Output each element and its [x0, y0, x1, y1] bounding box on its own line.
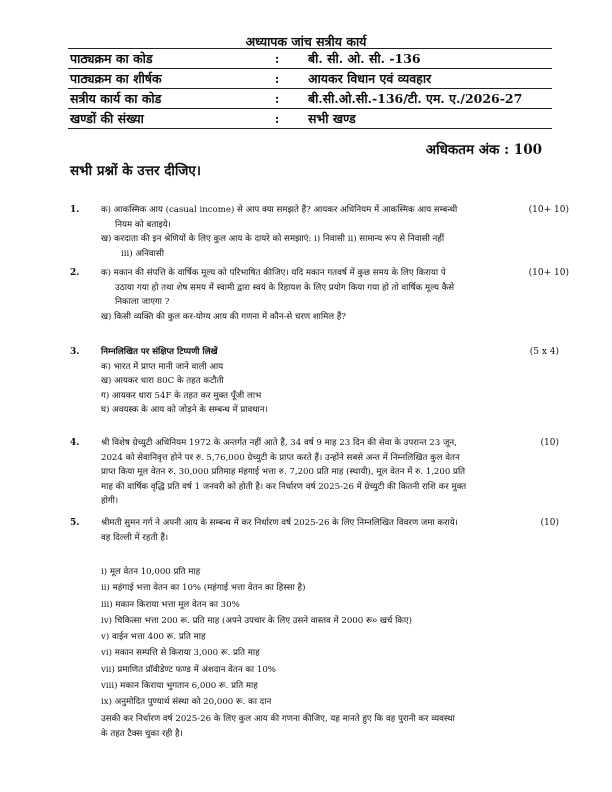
question-line: घ) अवयस्क के आय को जोड़ने के सम्बन्ध में प्रावधान।	[101, 405, 268, 415]
question-line: ख) किसी व्यक्ति की कुल कर-योग्य आय की गणना में कौन-से चरण शामिल हैं?	[101, 311, 346, 322]
question-heading: निम्नलिखित पर संक्षिप्त टिप्पणी लिखें	[101, 347, 218, 357]
info-row-blocks	[68, 109, 552, 129]
question-number: 3.	[70, 347, 80, 357]
question-body	[101, 266, 501, 324]
question-5-items	[101, 564, 541, 711]
info-value: बी. सी. ओ. सी. -136	[306, 49, 552, 69]
info-colon: :	[248, 109, 306, 129]
question-line: ख) करदाता की इन श्रेणियों के लिए कुल आय के दायरे को समझाएं: i) निवासी ii) सामान्य रूप से निवासी नहीं	[101, 234, 445, 244]
question-line: श्री विशेष ग्रेच्युटी अधिनियम 1972 के अन्तर्गत नहीं आते हैं, 34 वर्ष 9 माह 23 दिन की सेवा के उपरान्त 23 जून,	[101, 438, 457, 448]
list-item: v) वाईन भत्ता 400 रू. प्रति माह	[101, 632, 206, 643]
question-line: क) भारत में प्राप्त मानी जाने वाली आय	[101, 361, 224, 372]
list-item: viii) मकान किराया भुगतान 6,000 रू. प्रति माह	[101, 681, 258, 692]
question-marks: (10)	[540, 438, 559, 448]
info-label: पाठ्यक्रम का कोड	[68, 49, 248, 69]
question-marks: (10)	[540, 518, 559, 528]
question-line: माह की वार्षिक वृद्धि प्रति वर्ष 1 जनवरी को होती है। कर निर्धारण वर्ष 2025-26 में ग्रेच्युटी की कितनी राशि कर मुक्त	[101, 481, 467, 492]
question-line: निकाला जाएगा ?	[115, 297, 170, 307]
question-line: ख) आयकर धारा 80C के तहत कटौती	[101, 376, 224, 386]
question-line: के तहत टैक्स चुका रही है।	[101, 728, 183, 739]
question-5-closing	[101, 712, 541, 741]
question-line: उसकी कर निर्धारण वर्ष 2025-26 के लिए कुल आय की गणना कीजिए, यह मानते हुए कि वह पुरानी कर व्यवस्था	[101, 714, 455, 724]
question-number: 2.	[70, 268, 80, 278]
info-row-course-code	[68, 49, 552, 69]
list-item: ix) अनुमोदित पुण्यार्थ संस्था को 20,000 रू. का दान	[101, 697, 272, 708]
question-line: नियम को बताइये।	[115, 219, 171, 230]
question-line: 2024 को सेवानिवृत्त होने पर रु. 5,76,000 ग्रेच्युटी के प्राप्त करते हैं। उन्होंने सबसे अन्त में निम्नलिखित कुल वेतन	[101, 452, 460, 463]
document-title: अध्यापक जांच सत्रीय कार्य	[245, 34, 367, 49]
question-marks: (10+ 10)	[528, 268, 569, 278]
info-colon: :	[248, 49, 306, 69]
list-item: iii) मकान किराया भत्ता मूल वेतन का 30%	[101, 599, 240, 610]
question-line: ग) आयकर धारा 54F के तहत कर मुक्त पूँजी लाभ	[101, 390, 262, 401]
question-marks: (5 x 4)	[529, 347, 559, 357]
info-row-course-title	[68, 69, 552, 89]
question-line: iii) अनिवासी	[121, 248, 164, 259]
info-row-assignment-code	[68, 89, 552, 109]
list-item: i) मूल वेतन 10,000 प्रति माह	[101, 567, 201, 577]
info-value: आयकर विधान एवं व्यवहार	[306, 69, 552, 89]
question-marks: (10+ 10)	[528, 205, 569, 215]
question-number: 1.	[70, 205, 80, 215]
instruction: सभी प्रश्नों के उत्तर दीजिए।	[70, 163, 202, 179]
question-line: होगी।	[101, 496, 119, 506]
question-line: क) मकान की संपत्ति के वार्षिक मूल्य को परिभाषित कीजिए। यदि मकान गतवर्ष में कुछ समय के लिए किराया पे	[101, 268, 446, 278]
info-colon: :	[248, 69, 306, 89]
question-line: श्रीमती सुमन गर्ग ने अपनी आय के सम्बन्ध में कर निर्धारण वर्ष 2025-26 के लिए निम्नलिखित विवरण जमा कराये।	[101, 518, 458, 528]
question-body	[101, 516, 521, 545]
list-item: vi) मकान सम्पत्ति से किराया 3,000 रू. प्रति माह	[101, 648, 260, 659]
question-line: उठाया गया हो तथा शेष समय में स्वामी द्वारा स्वयं के रिहायश के लिए प्रयोग किया गया हो तो वार्षिक मूल्य कैसे	[115, 282, 455, 293]
question-line: क) आकस्मिक आय (casual income) से आप क्या समझते हैं? आयकर अधिनियम में आकस्मिक आय सम्बन्धी	[101, 205, 458, 215]
question-line: प्राप्त किया मूल वेतन रु. 30,000 प्रतिमाह मंहगाई भत्ता रु. 7,200 प्रति माह (स्थायी), मूल वेतन में रु. 1,200 प्रति	[101, 467, 466, 477]
question-line: वह दिल्ली में रहती हैं।	[101, 532, 169, 543]
question-body	[101, 203, 501, 261]
course-info-table	[68, 48, 552, 129]
info-colon: :	[248, 89, 306, 109]
max-marks: अधिकतम अंक : 100	[425, 142, 542, 158]
info-value: बी.सी.ओ.सी.-136/टी. एम. ए./2026-27	[306, 89, 552, 109]
question-number: 4.	[70, 438, 80, 448]
question-number: 5.	[70, 518, 80, 528]
list-item: ii) महंगाई भत्ता वेतन का 10% (महंगाई भत्ता वेतन का हिस्सा है)	[101, 583, 306, 594]
info-label: खण्डों की संख्या	[68, 109, 248, 129]
list-item: vii) प्रमाणित प्रॉवीडेण्ट फण्ड में अंशदान वेतन का 10%	[101, 664, 276, 675]
info-label: सत्रीय कार्य का कोड	[68, 89, 248, 109]
question-body	[101, 436, 521, 509]
question-body	[101, 345, 501, 418]
list-item: iv) चिकित्सा भत्ता 200 रू. प्रति माह (अपने उपचार के लिए उसने वास्तव में 2000 रू० खर्च किए)	[101, 615, 413, 626]
info-label: पाठ्यक्रम का शीर्षक	[68, 69, 248, 89]
info-value: सभी खण्ड	[306, 109, 552, 129]
